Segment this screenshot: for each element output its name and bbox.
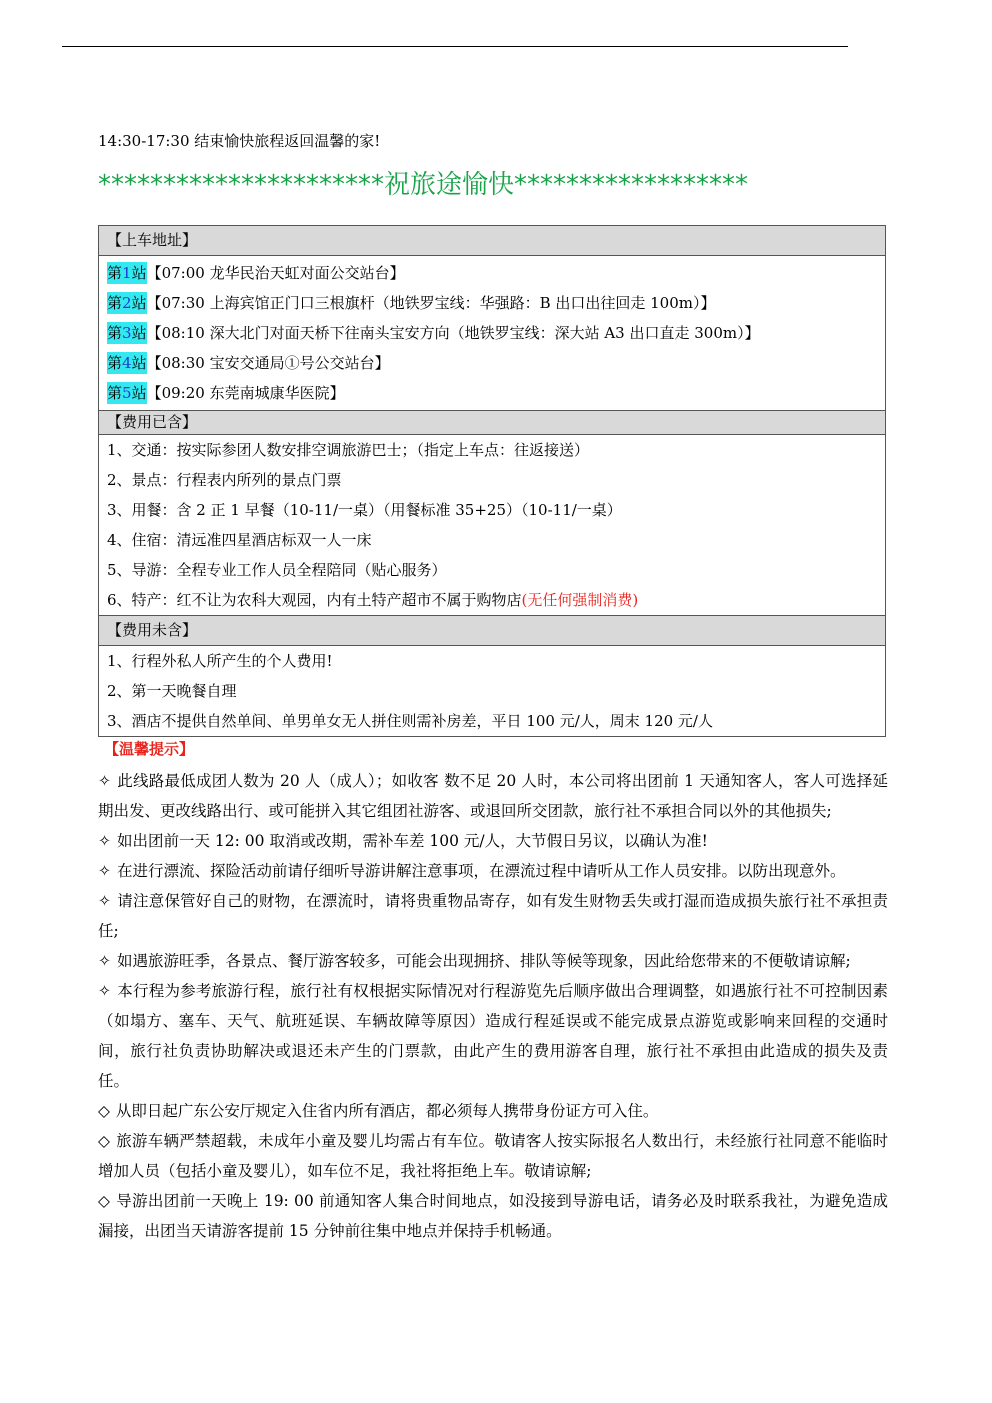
sparkle-icon: ✧ — [98, 982, 111, 1000]
excluded-item: 3、酒店不提供自然单间、单男单女无人拼住则需补房差，平日 100 元/人，周末 120 元/人 — [107, 712, 713, 730]
tip-item: ✧ 本行程为参考旅游行程，旅行社有权根据实际情况对行程游览先后顺序做出合理调整，如遇旅行社不可控制因素（如塌方、塞车、天气、航班延误、车辆故障等原因）造成行程延误或不能完成景点游览或影响来回程的交通时间，旅行社负责协助解决或退还未产生的门票款，由此产生的费用游客自理，旅行社不承担由此造成的损失及责任。 — [98, 982, 888, 1090]
tips-header: 【温馨提示】 — [104, 740, 195, 758]
stop-detail: 【09:20 东莞南城康华医院】 — [146, 384, 345, 402]
wish-banner: **********************祝旅途愉快****************** — [98, 170, 749, 200]
included-item: 2、景点：行程表内所列的景点门票 — [107, 471, 342, 489]
included-item: 4、住宿：清远准四星酒店标双一人一床 — [107, 531, 372, 549]
stop-row — [107, 378, 877, 408]
tip-item: ✧ 如遇旅游旺季，各景点、餐厅游客较多，可能会出现拥挤、排队等候等现象，因此给您带来的不便敬请谅解; — [98, 952, 851, 970]
sparkle-icon: ✧ — [98, 952, 111, 970]
pickup-header: 【上车地址】 — [99, 226, 886, 256]
pickup-stops — [99, 256, 886, 411]
stop-row — [107, 288, 877, 318]
stop-tag: 第3站 — [107, 324, 147, 342]
sparkle-icon: ✧ — [98, 892, 111, 910]
stop-tag: 第4站 — [107, 354, 147, 372]
excluded-item: 2、第一天晚餐自理 — [107, 682, 237, 700]
tip-item: ◇ 导游出团前一天晚上 19: 00 前通知客人集合时间地点，如没接到导游电话，请务必及时联系我社，为避免造成漏接，出团当天请游客提前 15 分钟前往集中地点并保持手机畅通。 — [98, 1192, 889, 1240]
included-item: 3、用餐：含 2 正 1 早餐（10-11/一桌）（用餐标准 35+25）（10-11/一桌） — [107, 501, 622, 519]
stop-detail: 【08:10 深大北门对面天桥下往南头宝安方向（地铁罗宝线：深大站 A3 出口直走 300m）】 — [146, 324, 760, 342]
stop-row — [107, 258, 877, 288]
tip-item: ◇ 旅游车辆严禁超载，未成年小童及婴儿均需占有车位。敬请客人按实际报名人数出行，未经旅行社同意不能临时增加人员（包括小童及婴儿），如车位不足，我社将拒绝上车。敬请谅解; — [98, 1132, 888, 1180]
included-item: 6、特产：红不让为农科大观园，内有土特产超市不属于购物店(无任何强制消费) — [107, 591, 639, 609]
stop-tag: 第2站 — [107, 294, 147, 312]
diamond-icon: ◇ — [98, 1192, 111, 1210]
sparkle-icon: ✧ — [98, 832, 111, 850]
diamond-icon: ◇ — [98, 1102, 110, 1120]
stop-detail: 【07:30 上海宾馆正门口三根旗杆（地铁罗宝线：华强路：B 出口出往回走 100m）】 — [146, 294, 716, 312]
diamond-icon: ◇ — [98, 1132, 111, 1150]
stop-detail: 【08:30 宝安交通局①号公交站台】 — [146, 354, 390, 372]
stop-row — [107, 318, 877, 348]
excluded-list — [99, 646, 886, 737]
excluded-header: 【费用未含】 — [99, 616, 886, 646]
tip-item: ✧ 此线路最低成团人数为 20 人（成人）；如收客 数不足 20 人时，本公司将出团前 1 天通知客人，客人可选择延期出发、更改线路出行、或可能拼入其它组团社游客、或退回所交团款，旅行社不承担合同以外的其他损失; — [98, 772, 888, 820]
no-forced-shopping-note: (无任何强制消费) — [521, 591, 639, 609]
stop-tag: 第1站 — [107, 264, 147, 282]
stop-tag: 第5站 — [107, 384, 147, 402]
tips-list — [98, 766, 888, 1246]
header-rule — [62, 46, 848, 47]
trip-info-table — [98, 225, 886, 737]
included-item: 5、导游：全程专业工作人员全程陪同（贴心服务） — [107, 561, 447, 579]
tip-item: ✧ 如出团前一天 12: 00 取消或改期，需补车差 100 元/人，大节假日另议，以确认为准! — [98, 832, 708, 850]
tip-item: ✧ 在进行漂流、探险活动前请仔细听导游讲解注意事项，在漂流过程中请听从工作人员安排。以防出现意外。 — [98, 862, 846, 880]
tip-item: ◇ 从即日起广东公安厅规定入住省内所有酒店，都必须每人携带身份证方可入住。 — [98, 1102, 659, 1120]
stop-detail: 【07:00 龙华民治天虹对面公交站台】 — [146, 264, 405, 282]
included-header: 【费用已含】 — [99, 411, 886, 435]
included-list — [99, 435, 886, 616]
trip-end-line: 14:30-17:30 结束愉快旅程返回温馨的家! — [98, 132, 381, 150]
tip-item: ✧ 请注意保管好自己的财物，在漂流时，请将贵重物品寄存，如有发生财物丢失或打湿而造成损失旅行社不承担责任; — [98, 892, 888, 940]
excluded-item: 1、行程外私人所产生的个人费用! — [107, 652, 333, 670]
sparkle-icon: ✧ — [98, 772, 111, 790]
included-item: 1、交通：按实际参团人数安排空调旅游巴士；（指定上车点：往返接送） — [107, 441, 590, 459]
sparkle-icon: ✧ — [98, 862, 111, 880]
stop-row — [107, 348, 877, 378]
